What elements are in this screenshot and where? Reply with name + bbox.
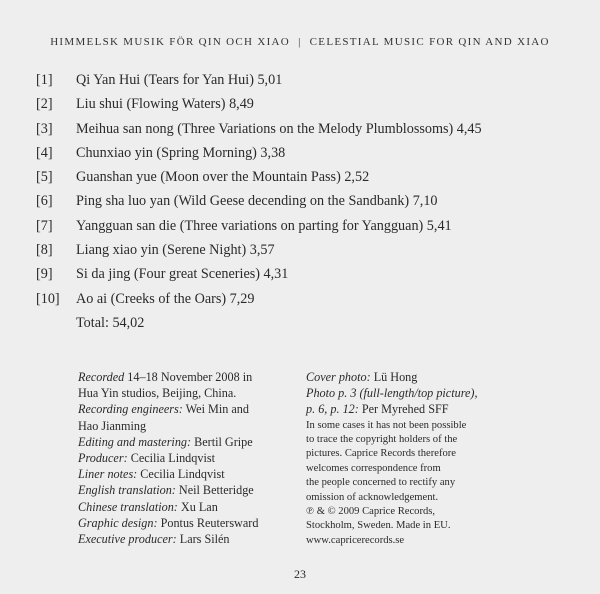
credit-label: Photo p. 3 (full-length/top picture), — [306, 386, 478, 401]
credit-value: Hua Yin studios, Beijing, China. — [78, 386, 237, 401]
notice-line: welcomes correspondence from — [306, 462, 441, 474]
credit-value: Wei Min and — [182, 402, 249, 417]
credit-label: Executive producer: — [78, 532, 177, 547]
track-title: Ao ai (Creeks of the Oars) 7,29 — [76, 290, 255, 307]
track-title: Liu shui (Flowing Waters) 8,49 — [76, 96, 254, 113]
credit-label: Producer: — [78, 451, 128, 466]
track-title: Guanshan yue (Moon over the Mountain Pass) 2,52 — [76, 169, 370, 186]
track-item — [36, 214, 576, 238]
credit-label: Chinese translation: — [78, 499, 178, 514]
credit-label: Cover photo: — [306, 370, 371, 384]
notice-line: omission of acknowledgement. — [306, 491, 439, 503]
page-number: 23 — [294, 567, 306, 581]
track-item — [36, 262, 576, 286]
total-duration: Total: 54,02 — [76, 314, 145, 331]
header-separator: | — [298, 36, 302, 48]
credit-line — [78, 401, 278, 417]
notice-line: Stockholm, Sweden. Made in EU. — [306, 520, 451, 532]
track-number: [1] — [36, 72, 53, 88]
notice-line: to trace the copyright holders of the — [306, 434, 458, 446]
credit-value: Cecilia Lindqvist — [137, 467, 225, 482]
credit-line — [306, 385, 506, 401]
website-link: www.capricerecords.se — [306, 534, 405, 546]
page-header — [0, 36, 600, 48]
credit-line — [78, 418, 278, 434]
track-number: [5] — [36, 169, 53, 186]
credit-line — [78, 434, 278, 450]
track-number: [10] — [36, 290, 60, 307]
track-item — [36, 117, 576, 141]
credits-right-column — [306, 369, 506, 548]
credit-value: Cecilia Lindqvist — [127, 451, 215, 466]
track-number: [2] — [36, 96, 53, 113]
track-item — [36, 238, 576, 262]
track-item — [36, 287, 576, 311]
credit-line — [78, 385, 278, 401]
track-item — [36, 165, 576, 189]
credit-line — [306, 401, 506, 417]
credit-label: Graphic design: — [78, 515, 158, 530]
track-number: [9] — [36, 266, 53, 283]
credit-value: Pontus Reutersward — [157, 515, 259, 530]
track-item — [36, 189, 576, 213]
credit-line — [78, 531, 278, 547]
credit-label: p. 6, p. 12: — [306, 402, 359, 417]
credit-value: Neil Betteridge — [175, 483, 254, 498]
notice-line: pictures. Caprice Records therefore — [306, 448, 457, 460]
credit-line — [78, 369, 278, 385]
credit-value: Lars Silén — [176, 532, 230, 547]
credit-line — [306, 369, 506, 385]
track-title: Yangguan san die (Three variations on parting for Yangguan) 5,41 — [76, 217, 452, 234]
credit-value: Per Myrehed SFF — [358, 402, 449, 417]
credit-value: 14–18 November 2008 in — [124, 370, 253, 384]
header-english-title: CELESTIAL MUSIC FOR QIN AND XIAO — [309, 36, 550, 48]
track-title: Si da jing (Four great Sceneries) 4,31 — [76, 266, 289, 283]
notice-line: In some cases it has not been possible — [306, 419, 467, 431]
credit-label: Liner notes: — [78, 467, 138, 482]
credit-value: Xu Lan — [177, 499, 218, 514]
credit-label: Recording engineers: — [78, 402, 183, 417]
track-title: Qi Yan Hui (Tears for Yan Hui) 5,01 — [76, 72, 283, 88]
credit-value: Hao Jianming — [78, 418, 147, 433]
credit-label: Editing and mastering: — [78, 434, 192, 449]
credit-line — [78, 515, 278, 531]
notice-line: the people concerned to rectify any — [306, 477, 456, 489]
track-title: Liang xiao yin (Serene Night) 3,57 — [76, 242, 275, 259]
track-item — [36, 92, 576, 116]
track-item — [36, 141, 576, 165]
notice-line: ℗ & © 2009 Caprice Records, — [306, 506, 436, 518]
track-title: Chunxiao yin (Spring Morning) 3,38 — [76, 144, 286, 161]
credit-value: Bertil Gripe — [191, 434, 253, 449]
track-number: [6] — [36, 193, 53, 210]
header-swedish-title: HIMMELSK MUSIK FÖR QIN OCH XIAO — [50, 36, 291, 48]
credit-value: Lü Hong — [370, 370, 418, 384]
credit-line — [78, 450, 278, 466]
track-title: Meihua san nong (Three Variations on the Melody Plumblossoms) 4,45 — [76, 120, 482, 137]
credit-line — [78, 499, 278, 515]
credit-label: Recorded — [78, 370, 125, 384]
credits-left-column — [78, 369, 278, 547]
credit-line — [78, 466, 278, 482]
credit-line — [78, 482, 278, 498]
track-title: Ping sha luo yan (Wild Geese decending on the Sandbank) 7,10 — [76, 193, 438, 210]
track-number: [3] — [36, 120, 53, 137]
track-number: [8] — [36, 242, 53, 259]
credit-label: English translation: — [78, 483, 176, 498]
copyright-notice — [306, 419, 506, 549]
track-number: [4] — [36, 144, 53, 161]
track-list — [36, 68, 576, 335]
track-item — [36, 68, 576, 92]
track-number: [7] — [36, 217, 53, 234]
